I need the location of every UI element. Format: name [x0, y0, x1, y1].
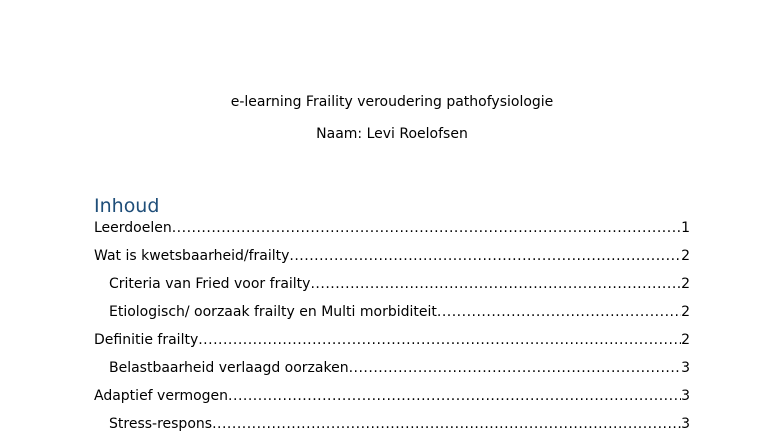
toc-entry-label: Adaptief vermogen [94, 388, 229, 404]
toc-dot-leader [228, 387, 681, 405]
toc-entry-label: Stress-respons [109, 416, 213, 432]
toc-entry-label: Etiologisch/ oorzaak frailty en Multi morbiditeit [109, 304, 437, 320]
toc-entry-page: 2 [681, 304, 690, 320]
toc-entry-leerdoelen[interactable] [94, 219, 690, 247]
toc-heading: Inhoud [94, 195, 160, 217]
toc-dot-leader [349, 359, 682, 377]
toc-entry-page: 3 [681, 416, 690, 432]
toc-entry-belastbaarheid[interactable] [94, 359, 690, 387]
toc-entry-label: Definitie frailty [94, 332, 199, 348]
document-title: e-learning Fraility veroudering pathofysiologie [230, 94, 554, 110]
toc-entry-wat-is-kwetsbaarheid[interactable] [94, 247, 690, 275]
toc-dot-leader [172, 219, 681, 237]
table-of-contents [94, 219, 690, 443]
toc-entry-label: Leerdoelen [94, 220, 172, 236]
toc-dot-leader [289, 247, 681, 265]
toc-entry-definitie-frailty[interactable] [94, 331, 690, 359]
toc-dot-leader [437, 303, 681, 321]
toc-entry-adaptief-vermogen[interactable] [94, 387, 690, 415]
author-line: Naam: Levi Roelofsen [316, 126, 468, 142]
toc-entry-etiologisch[interactable] [94, 303, 690, 331]
toc-dot-leader [212, 415, 681, 433]
toc-dot-leader [198, 331, 681, 349]
toc-entry-page: 3 [681, 360, 690, 376]
toc-entry-page: 2 [681, 332, 690, 348]
toc-entry-criteria-van-fried[interactable] [94, 275, 690, 303]
toc-entry-label: Wat is kwetsbaarheid/frailty [94, 248, 290, 264]
toc-entry-page: 2 [681, 276, 690, 292]
toc-entry-stress-respons[interactable] [94, 415, 690, 443]
toc-entry-page: 2 [681, 248, 690, 264]
toc-dot-leader [310, 275, 681, 293]
toc-entry-label: Criteria van Fried voor frailty [109, 276, 311, 292]
toc-entry-label: Belastbaarheid verlaagd oorzaken [109, 360, 349, 376]
toc-entry-page: 1 [681, 220, 690, 236]
toc-entry-page: 3 [681, 388, 690, 404]
